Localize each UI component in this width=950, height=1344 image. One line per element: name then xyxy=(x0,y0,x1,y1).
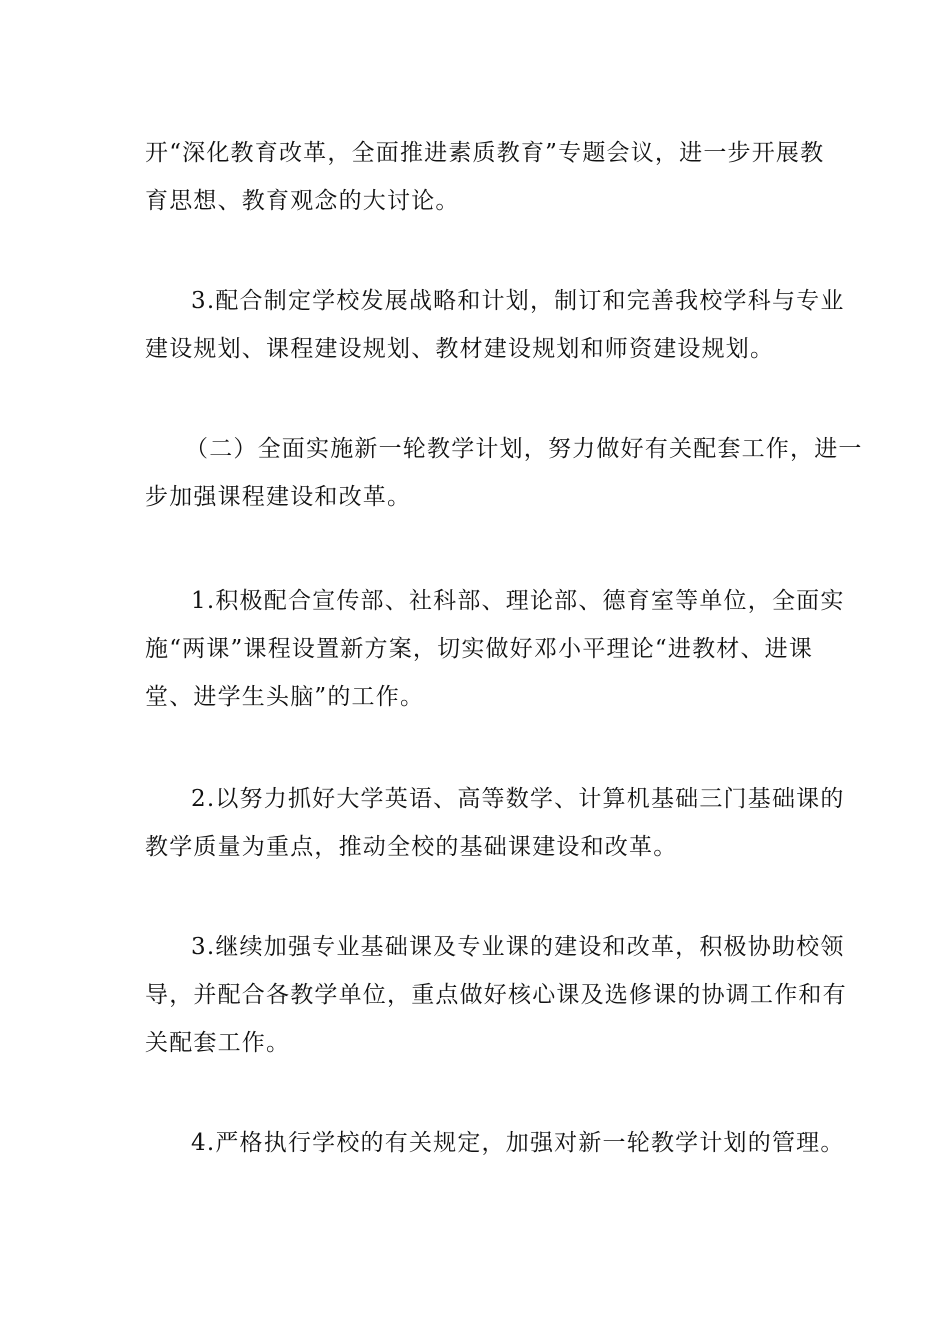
paragraph-1 xyxy=(145,129,825,225)
paragraph-line: 建设规划、课程建设规划、教材建设规划和师资建设规划。 xyxy=(145,336,775,362)
paragraph-line: 2.以努力抓好大学英语、高等数学、计算机基础三门基础课的 xyxy=(191,786,845,812)
paragraph-line: 育思想、教育观念的大讨论。 xyxy=(145,188,460,214)
paragraph-line: 3.配合制定学校发展战略和计划，制订和完善我校学科与专业 xyxy=(191,288,845,314)
paragraph-4 xyxy=(145,577,845,721)
paragraph-6 xyxy=(145,923,847,1067)
paragraph-line: 4.严格执行学校的有关规定，加强对新一轮教学计划的管理。 xyxy=(191,1130,845,1156)
paragraph-line: 3.继续加强专业基础课及专业课的建设和改革，积极协助校领 xyxy=(191,934,845,960)
paragraph-line: 施“两课”课程设置新方案，切实做好邓小平理论“进教材、进课 xyxy=(145,636,814,662)
paragraph-line: 关配套工作。 xyxy=(145,1030,291,1056)
paragraph-5 xyxy=(145,775,845,871)
paragraph-line: （二）全面实施新一轮教学计划，努力做好有关配套工作，进一 xyxy=(185,436,863,462)
paragraph-line: 步加强课程建设和改革。 xyxy=(145,484,412,510)
paragraph-line: 1.积极配合宣传部、社科部、理论部、德育室等单位，全面实 xyxy=(191,588,845,614)
paragraph-line: 堂、进学生头脑”的工作。 xyxy=(145,684,425,710)
paragraph-line: 开“深化教育改革，全面推进素质教育”专题会议，进一步开展教 xyxy=(145,140,825,166)
paragraph-2 xyxy=(145,277,845,373)
paragraph-line: 教学质量为重点，推动全校的基础课建设和改革。 xyxy=(145,834,678,860)
paragraph-line: 导，并配合各教学单位，重点做好核心课及选修课的协调工作和有 xyxy=(145,982,847,1008)
paragraph-3 xyxy=(145,425,863,521)
paragraph-7 xyxy=(145,1119,845,1167)
